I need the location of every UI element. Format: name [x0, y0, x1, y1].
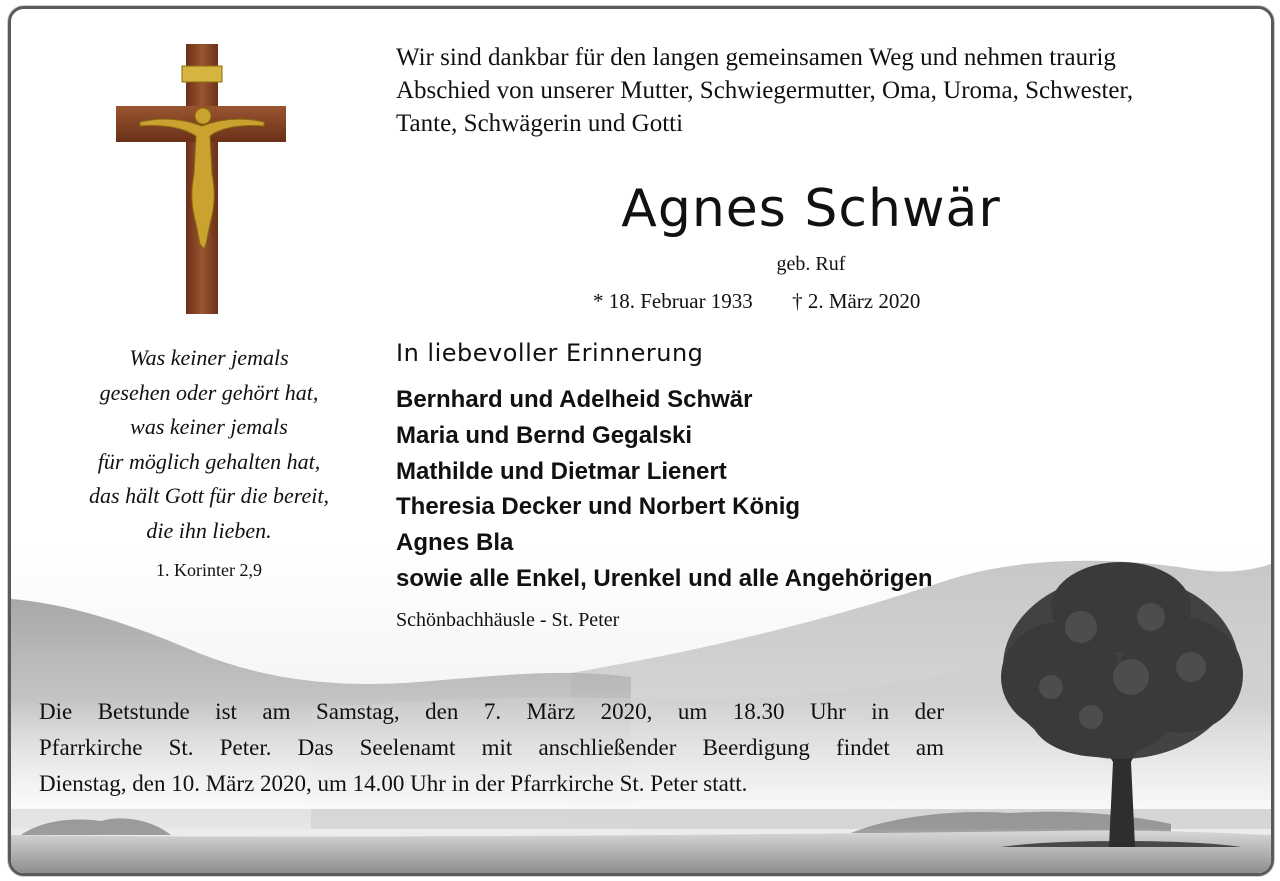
- memory-title: In liebevoller Erinnerung: [396, 339, 704, 367]
- mourner-item: Agnes Bla: [396, 529, 514, 557]
- notice-line: Dienstag, den 10. März 2020, um 14.00 Uhr in der Pfarrkirche St. Peter statt.: [39, 771, 748, 796]
- crucifix-icon: [116, 44, 286, 319]
- verse-line: Was keiner jemals: [129, 345, 289, 370]
- verse-line: für möglich gehalten hat,: [97, 448, 321, 474]
- mourner-item: Mathilde und Dietmar Lienert: [396, 457, 727, 485]
- service-notice: [39, 694, 944, 802]
- intro-line: Abschied von unserer Mutter, Schwiegermutter, Oma, Uroma, Schwester,: [396, 77, 1134, 104]
- notice-line: Die Betstunde ist am Samstag, den 7. März 2020, um 18.30 Uhr in der: [39, 699, 944, 724]
- verse-reference: 1. Korinter 2,9: [156, 560, 262, 580]
- birth-date: * 18. Februar 1933: [593, 289, 753, 313]
- mourner-item: Theresia Decker und Norbert König: [396, 493, 801, 521]
- verse-line: gesehen oder gehört hat,: [99, 379, 319, 405]
- life-dates: [593, 289, 1013, 314]
- birth-name: geb. Ruf: [776, 253, 846, 275]
- notice-line: Pfarrkirche St. Peter. Das Seelenamt mit anschließender Beerdigung findet am: [39, 735, 944, 760]
- verse-line: das hält Gott für die bereit,: [89, 483, 329, 508]
- intro-line: Tante, Schwägerin und Gotti: [396, 110, 684, 137]
- bible-verse: [39, 341, 379, 582]
- deceased-name: Agnes Schwär: [621, 179, 1001, 239]
- death-date: † 2. März 2020: [792, 289, 921, 313]
- verse-line: was keiner jemals: [130, 414, 288, 439]
- mourner-item: Bernhard und Adelheid Schwär: [396, 386, 753, 413]
- verse-line: die ihn lieben.: [146, 517, 272, 543]
- mourner-item: Maria und Bernd Gegalski: [396, 421, 693, 449]
- intro-text: [396, 41, 1236, 140]
- intro-line: Wir sind dankbar für den langen gemeinsamen Weg und nehmen traurig: [396, 44, 1116, 71]
- mourner-item: sowie alle Enkel, Urenkel und alle Angehörigen: [396, 564, 933, 592]
- tree-icon: [991, 557, 1251, 847]
- obituary-card: [8, 6, 1274, 876]
- mourners-list: [396, 382, 996, 597]
- place-text: Schönbachhäusle - St. Peter: [396, 609, 620, 631]
